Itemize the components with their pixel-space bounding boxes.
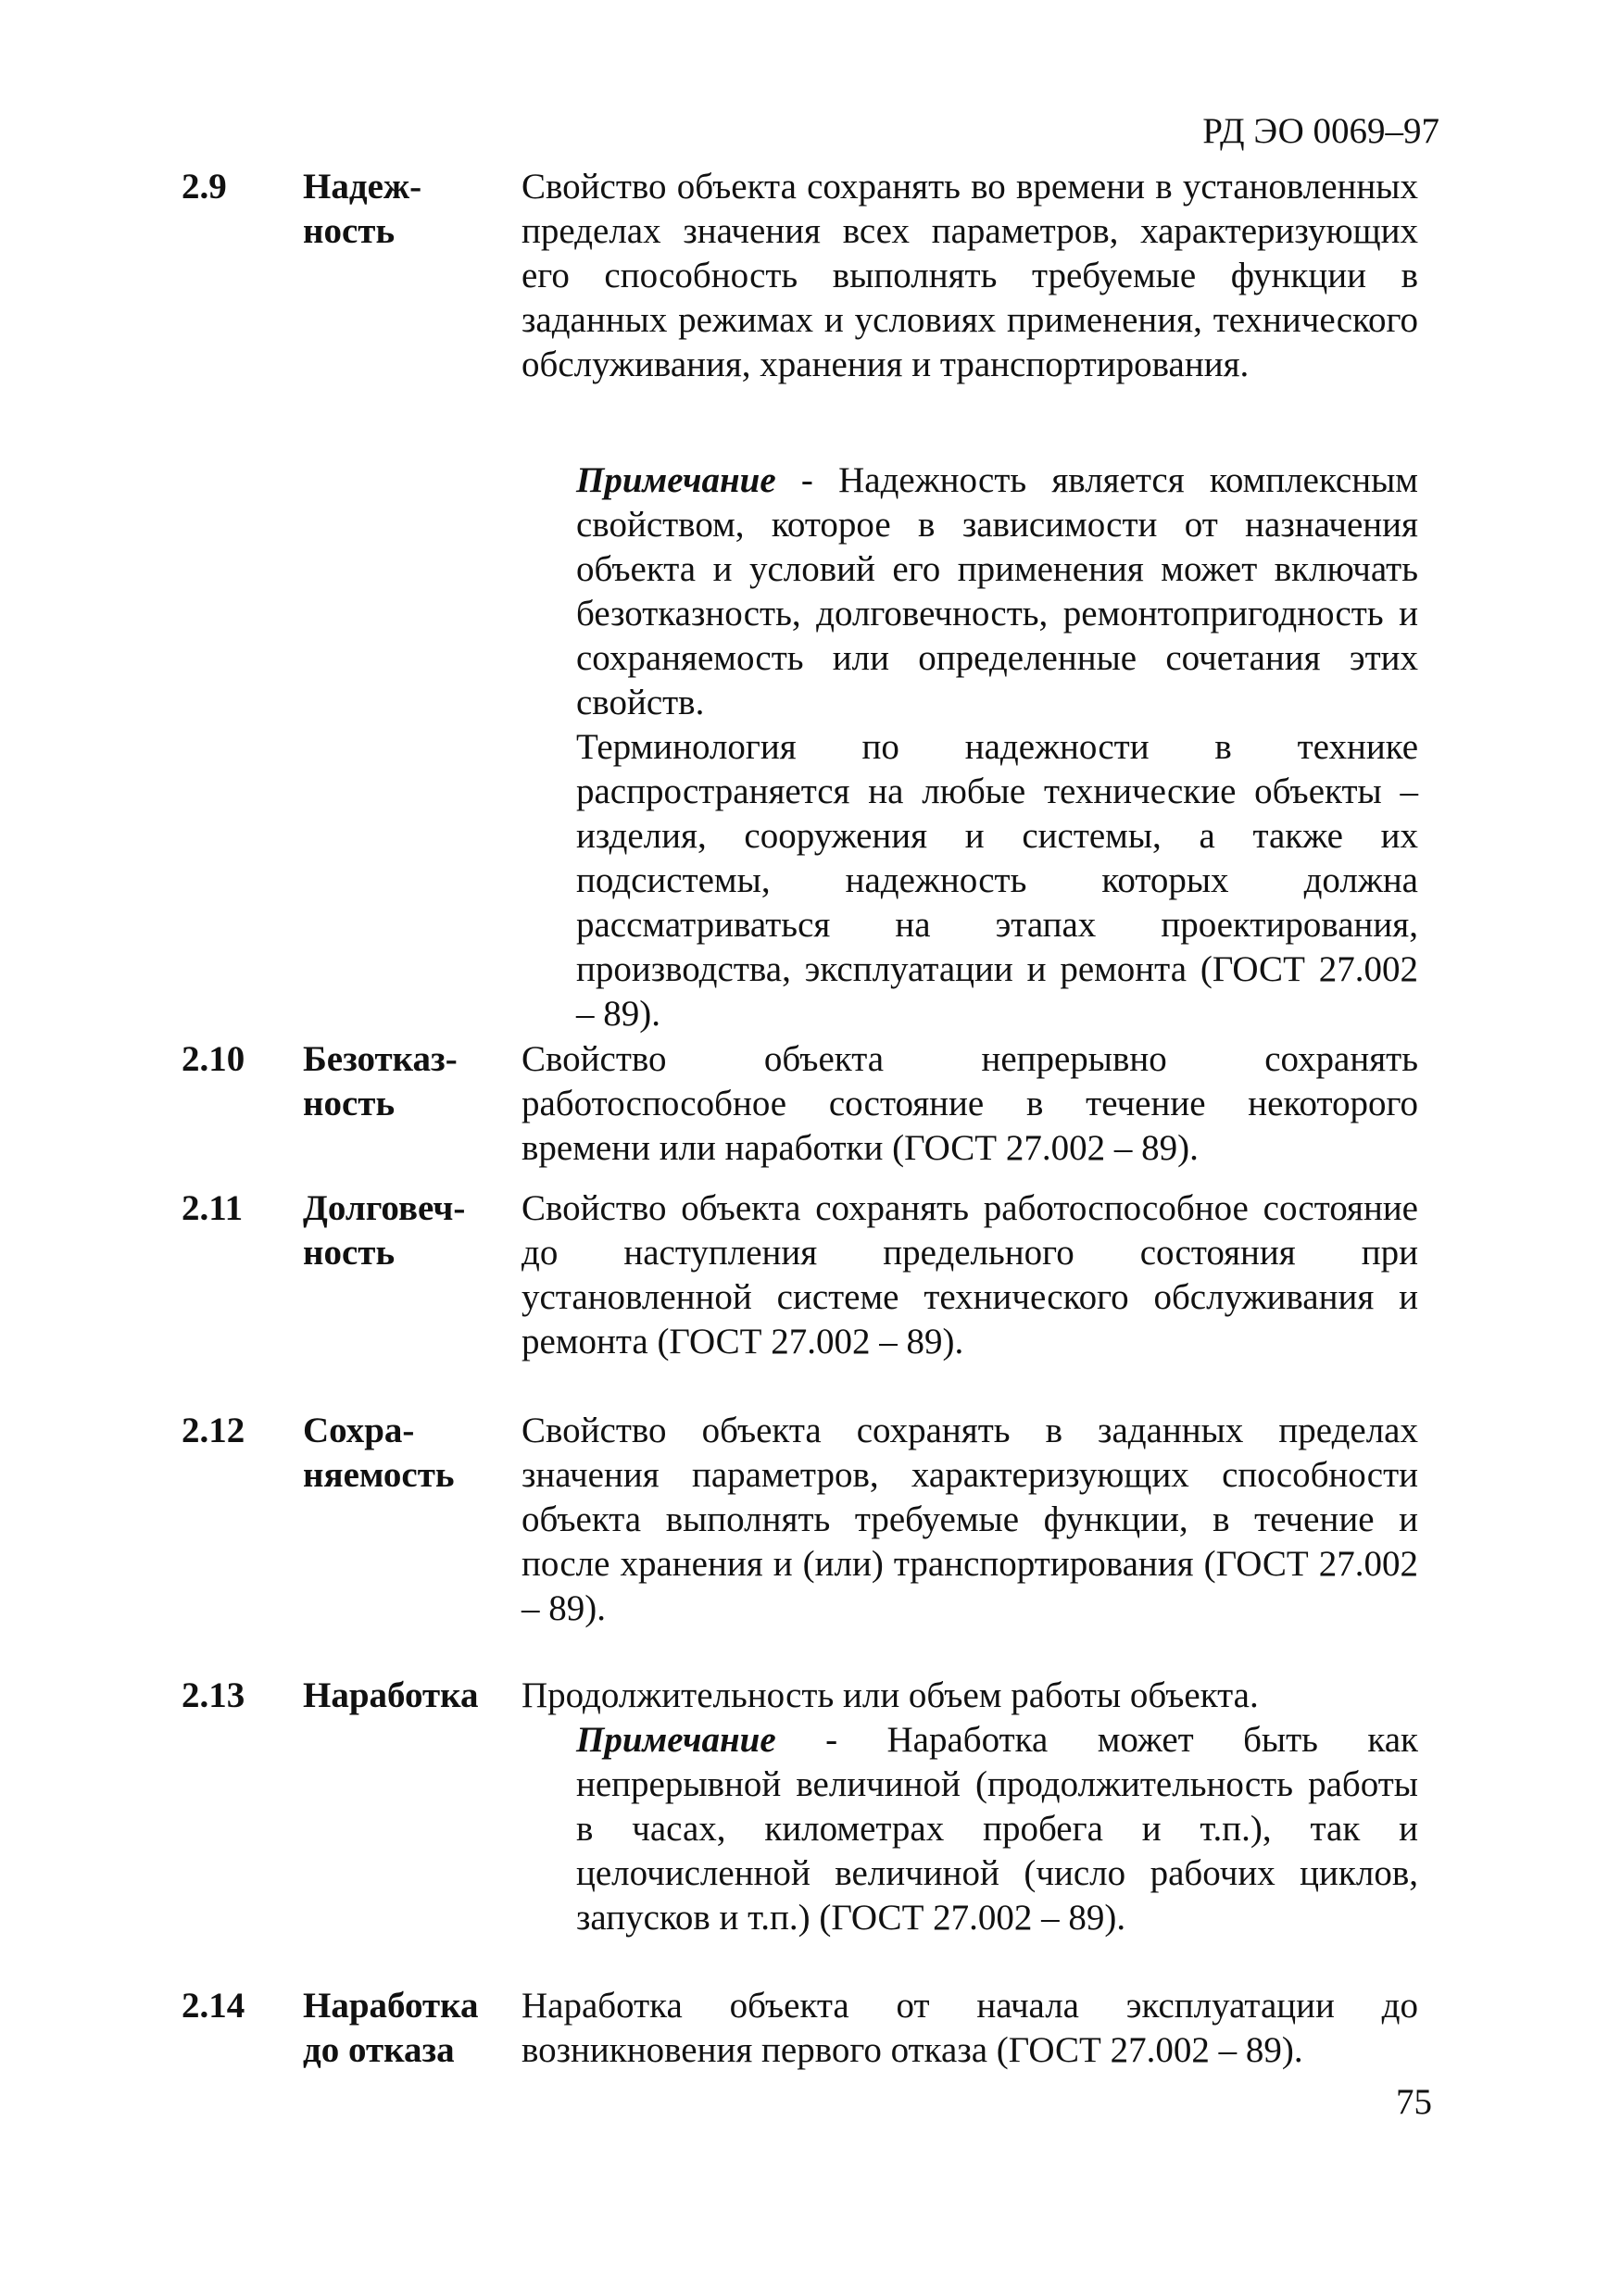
- entry-term: [303, 1984, 479, 2073]
- term-line: ность: [303, 1084, 396, 1123]
- entry-definition: Свойство объекта непрерывно сохранять работоспособное состояние в течение некоторого времени или наработки (ГОСТ 27.002 – 89).: [521, 1039, 1418, 1168]
- entry-note: [576, 1718, 1418, 1940]
- page-number: 75: [1396, 2082, 1432, 2122]
- term-line: Наработка: [303, 1986, 479, 2026]
- entry-definition: Продолжительность или объем работы объекта.: [521, 1675, 1259, 1715]
- term-line: няемость: [303, 1455, 455, 1495]
- term-line: Долговеч-: [303, 1188, 466, 1228]
- entry-number: 2.13: [182, 1675, 245, 1715]
- term-line: ность: [303, 211, 396, 251]
- entry-term: [303, 1186, 465, 1275]
- term-line: до отказа: [303, 2030, 455, 2070]
- entry-note: [576, 458, 1418, 725]
- note-text: Надежность является комплексным свойством, которое в зависимости от назначения объекта и условий его применения может включать безотказность, долговечность, ремонтопригодность и сохраняемость или определенные сочетания этих свойств.: [576, 460, 1418, 722]
- note-separator: -: [775, 460, 839, 500]
- entry-term: [303, 1409, 455, 1498]
- term-line: Надеж-: [303, 167, 422, 207]
- entry-number: 2.10: [182, 1039, 245, 1079]
- entry-number: 2.11: [182, 1188, 244, 1228]
- entry-term: [303, 1037, 458, 1126]
- entry-term: [303, 1674, 479, 1718]
- entry-definition: Наработка объекта от начала эксплуатации до возникновения первого отказа (ГОСТ 27.002 – 89).: [521, 1986, 1418, 2070]
- entry-definition: Свойство объекта сохранять в заданных пределах значения параметров, характеризующих способности объекта выполнять требуемые функции, в течение и после хранения и (или) транспортирования (ГОСТ 27.002 – 89).: [521, 1411, 1418, 1628]
- entry-number: 2.12: [182, 1411, 245, 1450]
- term-line: Безотказ-: [303, 1039, 458, 1079]
- term-line: Наработка: [303, 1675, 479, 1715]
- entry-definition: Свойство объекта сохранять работоспособное состояние до наступления предельного состояния при установленной системе технического обслуживания и ремонта (ГОСТ 27.002 – 89).: [521, 1188, 1418, 1361]
- term-line: ность: [303, 1233, 396, 1273]
- note-label: Примечание: [576, 1720, 776, 1760]
- note-text: Наработка может быть как непрерывной величиной (продолжительность работы в часах, километрах пробега и т.п.), так и целочисленной величиной (число рабочих циклов, запусков и т.п.) (ГОСТ 27.002 – 89).: [576, 1720, 1418, 1938]
- note-label: Примечание: [576, 460, 776, 500]
- entry-note-paragraph: [576, 725, 1418, 1036]
- document-code-header: РД ЭО 0069–97: [1202, 111, 1439, 151]
- term-line: Сохра-: [303, 1411, 415, 1450]
- entry-number: 2.14: [182, 1986, 245, 2026]
- entry-number: 2.9: [182, 167, 227, 207]
- entry-definition: Свойство объекта сохранять во времени в установленных пределах значения всех параметров, характеризующих его способность выполнять требуемые функции в заданных режимах и условиях применения, технического обслуживания, хранения и транспортирования.: [521, 167, 1418, 384]
- note-separator: -: [775, 1720, 887, 1760]
- entry-term: [303, 165, 421, 254]
- note-text: Терминология по надежности в технике распространяется на любые технические объекты – изделия, сооружения и системы, а также их подсистемы, надежность которых должна рассматриваться на этапах проектирования, производства, эксплуатации и ремонта (ГОСТ 27.002 – 89).: [576, 727, 1418, 1034]
